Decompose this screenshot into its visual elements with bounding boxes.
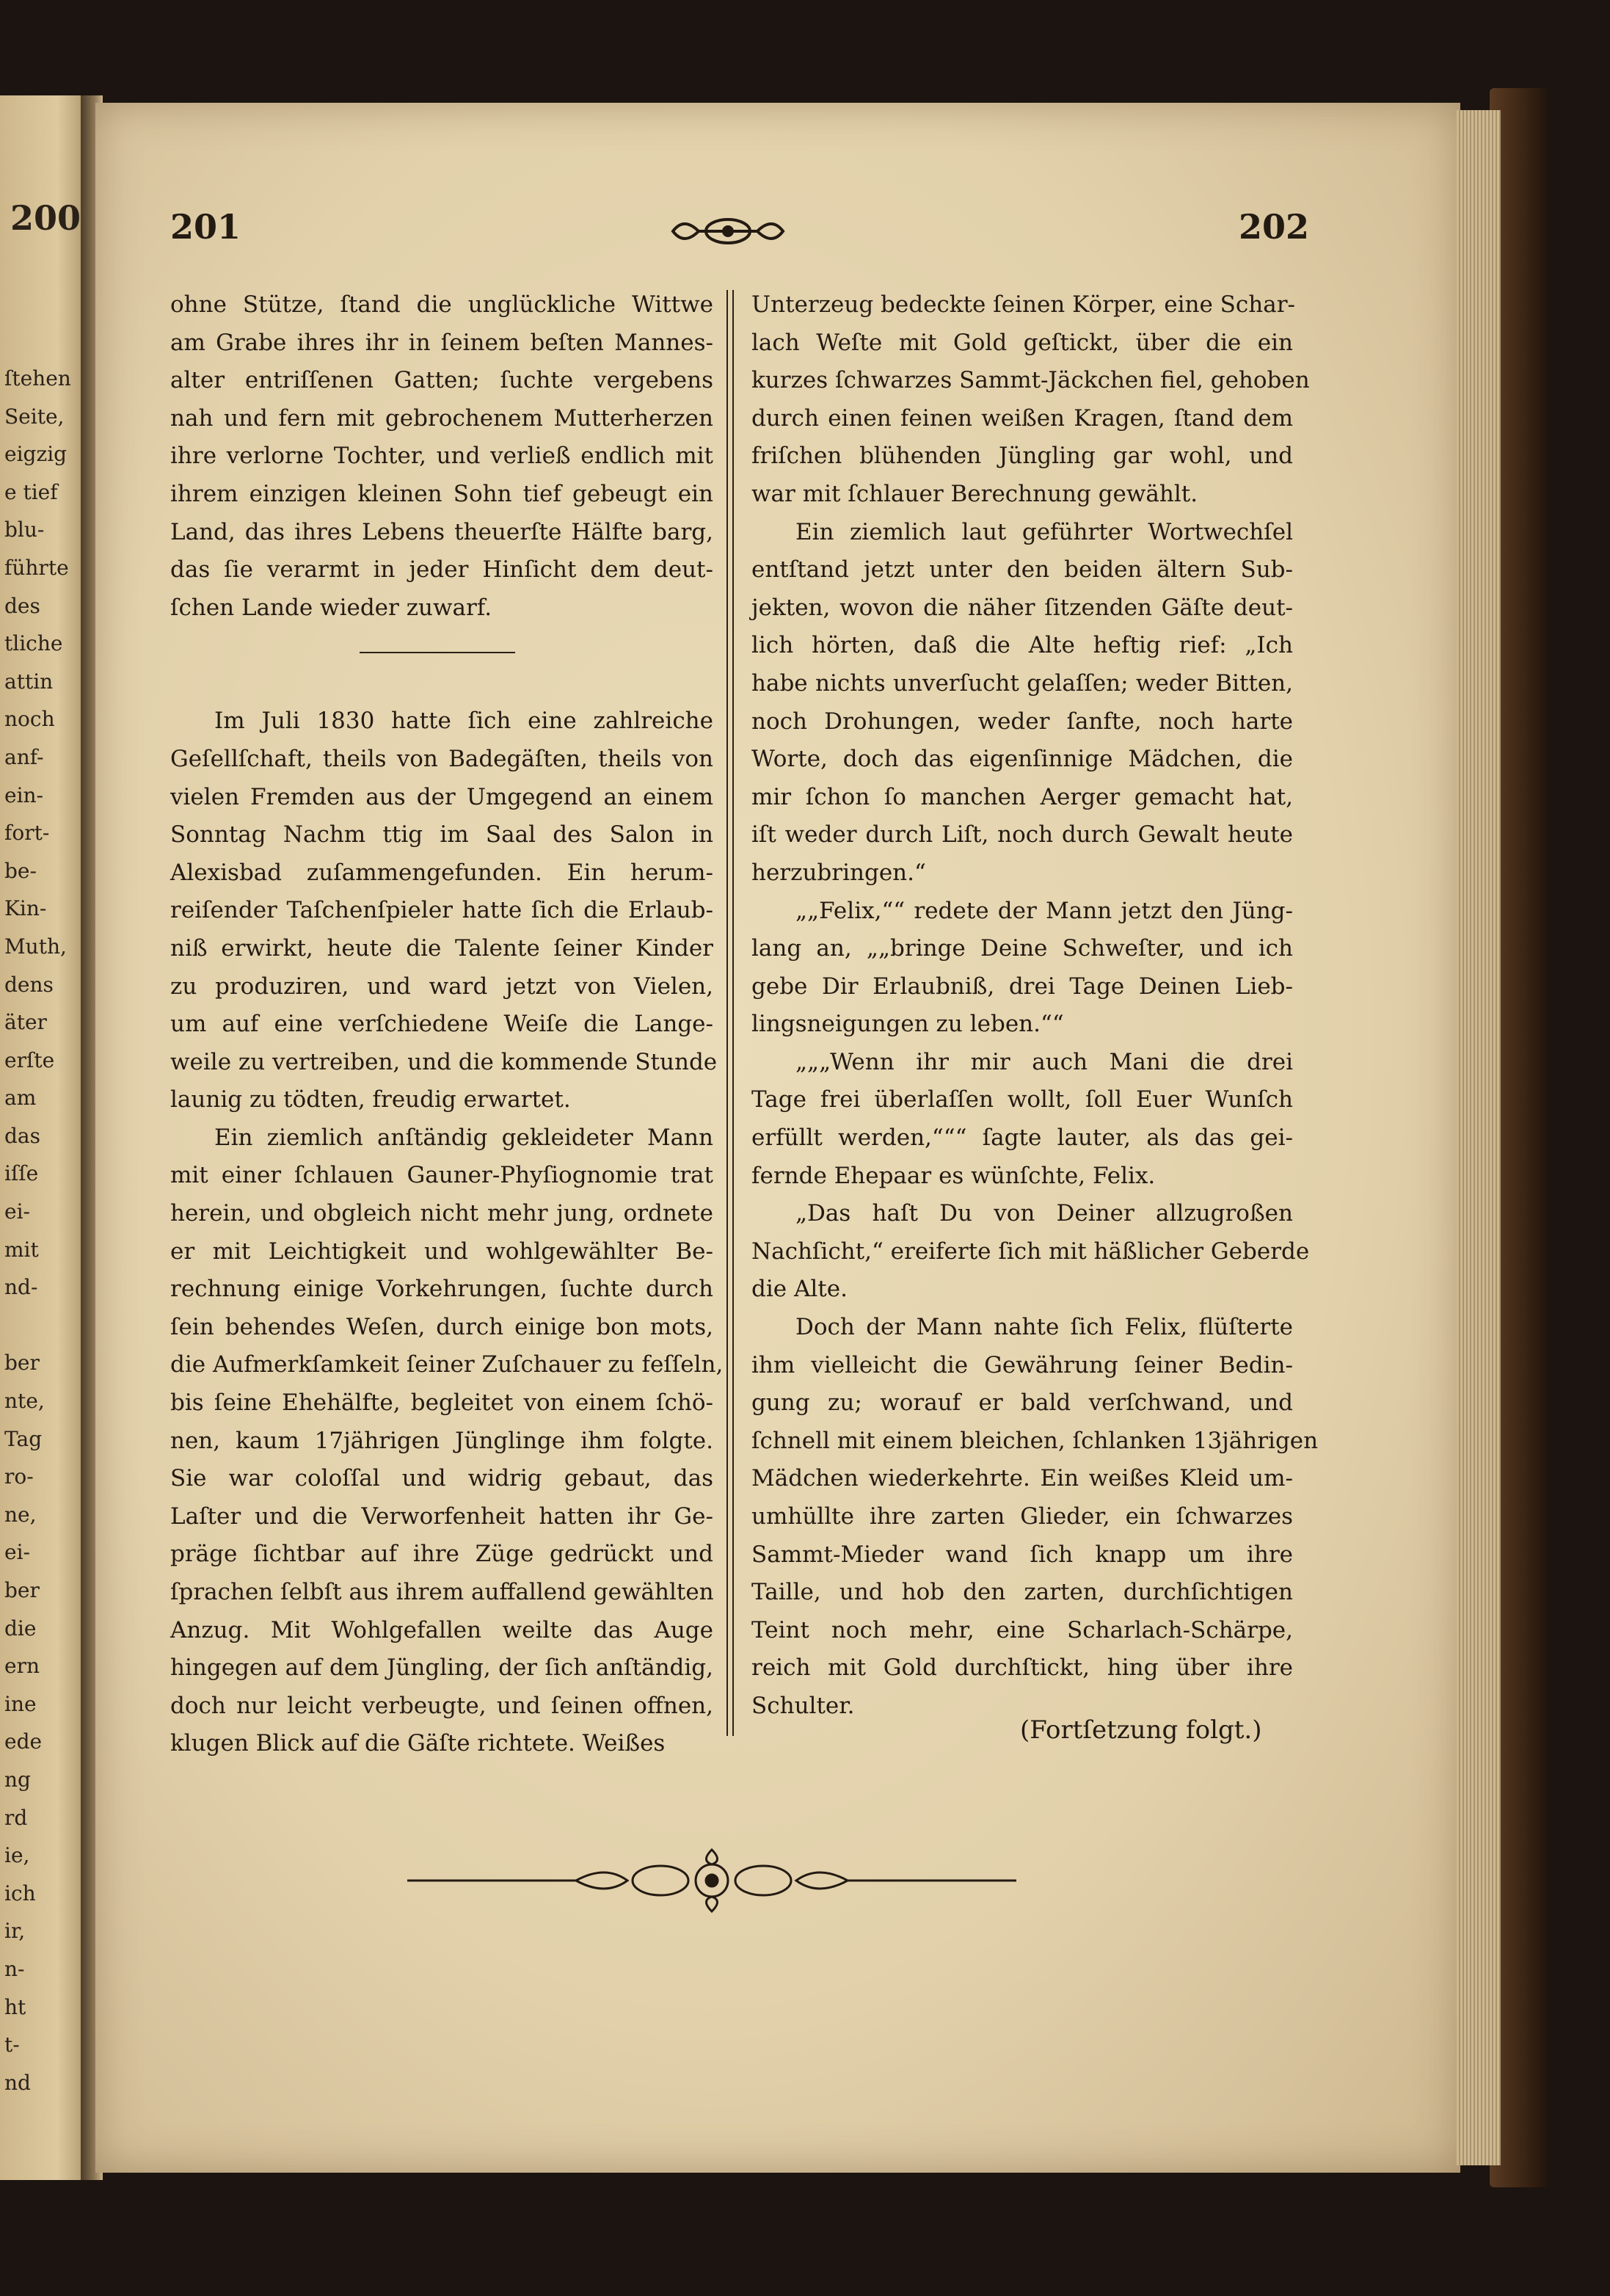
text-line: lingsneigungen zu leben.““ [751,1011,1064,1038]
text-line: war mit ſchlauer Berechnung gewählt. [751,480,1198,507]
text-line: Teint noch mehr, eine Scharlach-Schärpe, [751,1616,1293,1643]
page-number-right: 202 [1239,207,1310,247]
previous-page-number: 200 [10,198,81,238]
text-line: Nachſicht,“ ereiferte ſich mit häßlicher Geberde [751,1238,1310,1265]
fragment-line: ine [4,1691,37,1716]
text-line: launig zu tödten, freudig erwartet. [170,1086,571,1114]
text-line: mit einer ſchlauen Gauner-Phyſiognomie trat [170,1162,713,1189]
text-line: habe nichts unverſucht gelaſſen; weder Bitten, [751,669,1293,697]
fragment-line: Tag [4,1426,43,1451]
text-line: ſein behendes Weſen, durch einige bon mots, [170,1313,713,1340]
right-column [751,286,1319,1726]
page-number-left: 201 [170,207,241,247]
text-line: Anzug. Mit Wohlgefallen weilte das Auge [170,1616,713,1643]
fragment-line: am [4,1086,37,1111]
text-line: zu produziren, und ward jetzt von Vielen, [170,973,713,1000]
paragraph-widow [170,286,713,627]
fragment-line: ern [4,1654,40,1679]
fragment-line: erſte [4,1047,55,1072]
fragment-line: nte, [4,1389,45,1414]
text-line: entſtand jetzt unter den beiden ältern Sub- [751,556,1293,584]
text-line: nen, kaum 17jährigen Jünglinge ihm folgte. [170,1427,713,1454]
text-line: reich mit Gold durchſtickt, hing über ihre [751,1654,1293,1682]
text-line: friſchen blühenden Jüngling gar wohl, und [751,443,1293,470]
end-ornament-icon [407,1842,1016,1916]
fragment-line: ei- [4,1540,30,1565]
text-line: Ein ziemlich anſtändig gekleideter Mann [214,1124,713,1151]
text-line: noch Drohungen, weder ſanfte, noch harte [751,708,1293,735]
text-line: ihm vielleicht die Gewährung ſeiner Bedin- [751,1351,1293,1378]
to-be-continued: (Fortſetzung folgt.) [1020,1715,1262,1745]
text-line: Sammt-Mieder wand ſich knapp um ihre [751,1541,1293,1568]
text-line: am Grabe ihres ihr in ſeinem beſten Mannes- [170,329,713,356]
text-line: ſprachen ſelbſt aus ihrem auffallend gewählten [170,1579,714,1605]
fragment-line: fort- [4,821,50,846]
fragment-line: noch [4,707,55,732]
text-line: Land, das ihres Lebens theuerſte Hälfte barg, [170,518,713,545]
fragment-line: ir, [4,1919,26,1944]
fragment-line: nd- [4,1275,38,1300]
text-line: „„„Wenn ihr mir auch Mani die drei [795,1048,1293,1075]
text-line: ihrem einzigen kleinen Sohn tief gebeugt ein [170,480,713,507]
text-line: lich hörten, daß die Alte heftig rief: „Ich [751,632,1293,659]
text-line: weile zu vertreiben, und die kommende Stunde [170,1048,718,1075]
fragment-line: Seite, [4,404,65,429]
text-line: „Das haſt Du von Deiner allzugroßen [795,1200,1293,1227]
fragment-line: Kin- [4,896,47,921]
paragraph-felix-reply [751,1044,1293,1195]
fragment-line: ie, [4,1843,30,1868]
text-line: hingegen auf dem Jüngling, der ſich anſtändig, [170,1654,713,1682]
text-line: ſchen Lande wieder zuwarf. [170,594,492,621]
fragment-line: äter [4,1010,47,1035]
paragraph-girl-returns [751,1309,1319,1726]
text-line: Unterzeug bedeckte ſeinen Körper, eine Schar- [751,291,1295,318]
text-line: lach Weſte mit Gold geſtickt, über die ein [751,329,1293,356]
fragment-line: ſtehen [4,366,71,390]
text-line: niß erwirkt, heute die Talente ſeiner Kinder [170,934,713,962]
fragment-line: ein- [4,782,44,807]
text-line: Tage frei überlaſſen wollt, ſoll Euer Wunſch [751,1086,1293,1114]
text-line: präge ſichtbar auf ihre Züge gedrückt und [170,1541,713,1568]
fragment-line: t- [4,2032,20,2057]
text-line: Geſellſchaft, theils von Badegäſten, theils von [170,745,713,772]
text-line: bis ſeine Ehehälfte, begleitet von einem ſchö- [170,1389,713,1417]
text-line: die Alte. [751,1276,848,1303]
fragment-line: ich [4,1881,36,1906]
text-line: kurzes ſchwarzes Sammt-Jäckchen fiel, gehoben [751,367,1310,394]
fragment-line: ber [4,1578,40,1602]
fragment-line: n- [4,1956,25,1981]
text-line: Doch der Mann nahte ſich Felix, flüſterte [795,1314,1293,1341]
previous-page-text-fragments [4,360,78,2101]
text-line: alter entriſſenen Gatten; ſuchte vergebens [170,367,713,394]
text-line: gung zu; worauf er bald verſchwand, und [751,1389,1293,1417]
text-line: jekten, wovon die näher ſitzenden Gäſte deut- [751,594,1293,621]
paragraph-clothing [751,286,1310,514]
text-line: Schulter. [751,1692,855,1719]
text-line: Taille, und hob den zarten, durchſichtigen [751,1579,1293,1606]
fragment-line: ber [4,1351,40,1376]
text-line: herein, und obgleich nicht mehr jung, ordnete [170,1200,713,1227]
text-line: umhüllte ihre zarten Glieder, ein ſchwarzes [751,1503,1293,1530]
fragment-line: be- [4,858,37,883]
fragment-line: tliche [4,631,63,656]
text-line: das ſie verarmt in jeder Hinſicht dem deut- [170,556,713,584]
text-line: iſt weder durch Liſt, noch durch Gewalt heute [751,821,1293,849]
paragraph-argument [751,514,1293,893]
previous-page-edge [0,95,82,2180]
fragment-line [4,1307,78,1345]
text-line: fernde Ehepaar es wünſchte, Felix. [751,1162,1156,1189]
fragment-line: ng [4,1767,31,1792]
fragment-line: des [4,593,40,618]
fragment-line: Muth, [4,934,67,959]
paragraph-july-1830 [170,702,718,1119]
text-line: reiſender Taſchenſpieler hatte ſich die Erlaub- [170,897,713,924]
text-line: „„Felix,““ redete der Mann jetzt den Jüng- [795,897,1293,924]
text-line: erfüllt werden,“““ ſagte lauter, als das gei- [751,1125,1293,1152]
fragment-line: ei- [4,1199,30,1224]
text-line: Worte, doch das eigenſinnige Mädchen, die [751,746,1293,773]
text-line: Ein ziemlich laut geführter Wortwechſel [795,518,1293,545]
fragment-line: anf- [4,744,44,769]
text-line: vielen Fremden aus der Umgegend an einem [170,783,713,810]
fragment-line: nd [4,2070,31,2095]
text-line: Sie war coloſſal und widrig gebaut, das [170,1465,713,1492]
text-line: ohne Stütze, ſtand die unglückliche Wittwe [170,291,713,318]
fragment-line: das [4,1123,40,1148]
text-line: klugen Blick auf die Gäſte richtete. Weißes [170,1730,666,1757]
left-column [170,286,724,1763]
text-line: rechnung einige Vorkehrungen, ſuchte durch [170,1276,713,1303]
column-rule [726,290,734,1736]
text-line: Sonntag Nachm ttig im Saal des Salon in [170,821,713,849]
text-line: um auf eine verſchiedene Weiſe die Lange- [170,1011,713,1038]
text-line: Mädchen wiederkehrte. Ein weißes Kleid um- [751,1465,1293,1492]
text-line: durch einen feinen weißen Kragen, ſtand dem [751,404,1293,432]
fragment-line: mit [4,1237,39,1262]
fragment-line: ne, [4,1502,37,1527]
text-line: Laſter und die Verworfenheit hatten ihr Ge- [170,1503,713,1530]
fragment-line: die [4,1616,37,1641]
text-line: ihre verlorne Tochter, und verließ endlich mit [170,443,713,470]
section-divider [360,652,515,653]
fragment-line: ede [4,1729,43,1754]
text-line: ſchnell mit einem bleichen, ſchlanken 13jährigen [751,1427,1319,1454]
fragment-line: ro- [4,1464,34,1489]
text-line: Im Juli 1830 hatte ſich eine zahlreiche [214,708,713,735]
fragment-line: iſſe [4,1161,39,1186]
fragment-line: blu- [4,517,45,542]
text-line: nah und fern mit gebrochenem Mutterherzen [170,404,713,432]
text-line: Alexisbad zuſammengefunden. Ein herum- [170,859,713,886]
paragraph-old-woman [751,1195,1310,1309]
fragment-line: rd [4,1805,28,1830]
text-line: die Aufmerkſamkeit ſeiner Zuſchauer zu feſſeln, [170,1351,724,1378]
paragraph-felix-request [751,893,1293,1044]
header-ornament-icon [669,213,787,250]
text-line: mir ſchon ſo manchen Aerger gemacht hat, [751,783,1293,810]
fragment-line: ht [4,1994,26,2019]
fragment-line: attin [4,669,54,694]
text-line: lang an, „„bringe Deine Schweſter, und ich [751,935,1293,962]
text-line: gebe Dir Erlaubniß, drei Tage Deinen Lieb- [751,973,1293,1000]
fragment-line: e tief [4,479,58,504]
fragment-line: eigzig [4,442,68,467]
text-line: doch nur leicht verbeugte, und ſeinen offnen, [170,1692,713,1719]
page-stack-edge [1457,110,1501,2165]
fragment-line: führte [4,555,69,580]
text-line: er mit Leichtigkeit und wohlgewählter Be- [170,1238,713,1265]
paragraph-man-enters [170,1119,724,1763]
fragment-line: dens [4,972,54,997]
text-line: herzubringen.“ [751,859,926,886]
